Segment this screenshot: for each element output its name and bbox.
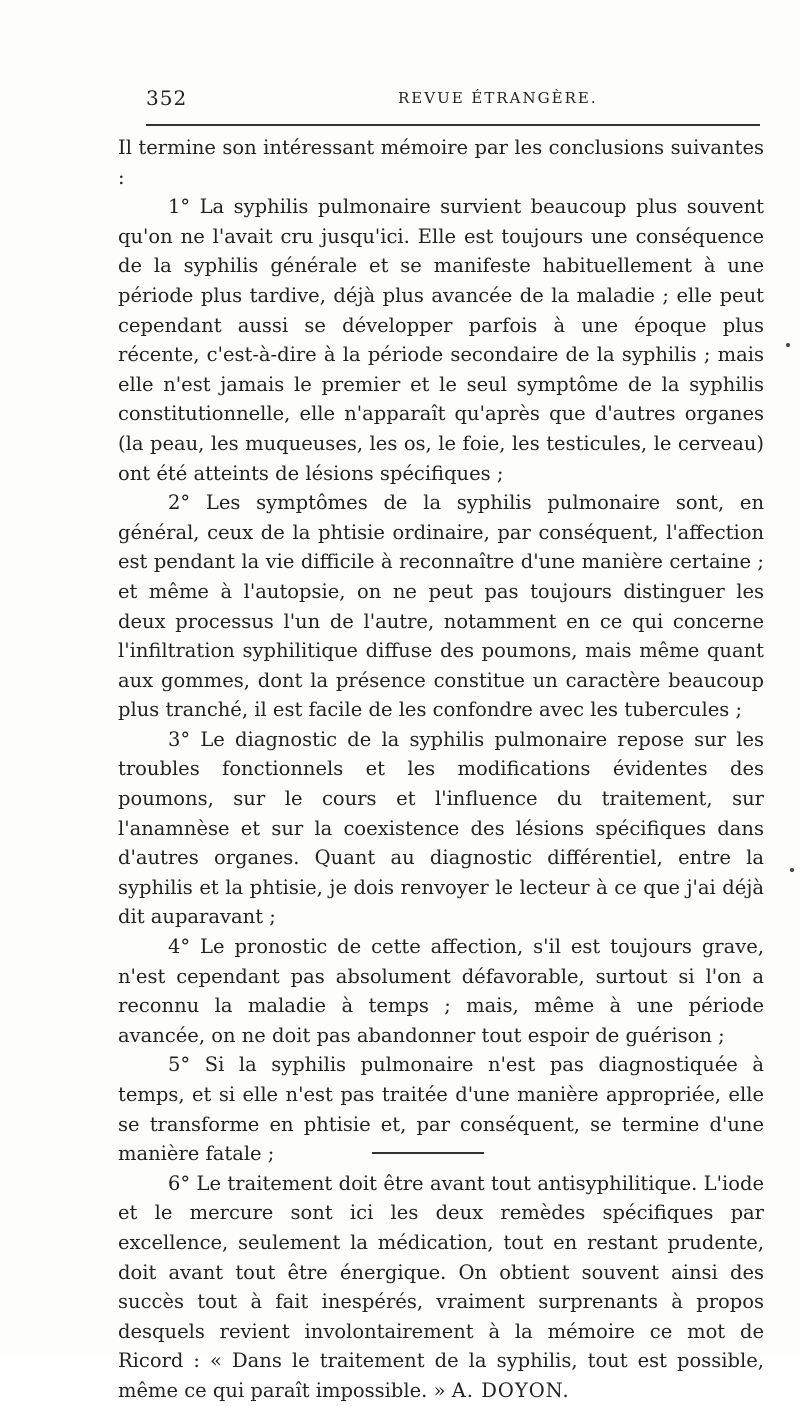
margin-speck xyxy=(790,868,794,872)
body-text xyxy=(118,133,764,1406)
paragraph-intro: Il termine son intéressant mémoire par les conclusions suivantes : xyxy=(118,136,764,189)
margin-speck xyxy=(786,343,790,347)
author-signature: A. DOYON. xyxy=(451,1378,570,1402)
paragraph-conclusion-3: 3° Le diagnostic de la syphilis pulmonaire repose sur les troubles fonctionnels et les modifications évidentes des poumons, sur le cours et l'influence du traitement, sur l'anamnèse et sur la coexistence des lésions spécifiques dans d'autres organes. Quant au diagnostic différentiel, entre la syphilis et la phtisie, je dois renvoyer le lecteur à ce que j'ai déjà dit auparavant ; xyxy=(118,727,764,929)
page-number: 352 xyxy=(146,86,188,110)
running-title: REVUE ÉTRANGÈRE. xyxy=(398,89,598,107)
paragraph-conclusion-5: 5° Si la syphilis pulmonaire n'est pas diagnostiquée à temps, et si elle n'est pas traitée d'une manière appropriée, elle se transforme en phtisie et, par conséquent, se termine d'une manière fatale ; xyxy=(118,1053,764,1166)
page-header xyxy=(146,86,758,112)
paragraph-conclusion-6 xyxy=(118,1169,764,1406)
paragraph-conclusion-6-text: 6° Le traitement doit être avant tout antisyphilitique. L'iode et le mercure sont ici les deux remèdes spécifiques par excellence, seulement la médication, tout en restant prudente, doit avant tout être énergique. On obtient souvent ainsi des succès tout à fait inespérés, vraiment surprenants à propos desquels revient involontairement à la mémoire ce mot de Ricord : « Dans le traitement de la syphilis, tout est possible, même ce qui paraît impossible. » xyxy=(118,1171,764,1402)
paragraph-conclusion-4: 4° Le pronostic de cette affection, s'il est toujours grave, n'est cependant pas absolument défavorable, surtout si l'on a reconnu la maladie à temps ; mais, même à une période avancée, on ne doit pas abandonner tout espoir de guérison ; xyxy=(118,935,764,1047)
paragraph-conclusion-2: 2° Les symptômes de la syphilis pulmonaire sont, en général, ceux de la phtisie ordinaire, par conséquent, l'affection est pendant la vie difficile à reconnaître d'une manière certaine ; et même à l'autopsie, on ne peut pas toujours distinguer les deux processus l'un de l'autre, notamment en ce qui concerne l'infiltration syphilitique diffuse des poumons, mais même quant aux gommes, dont la présence constitue un caractère beaucoup plus tranché, il est facile de les confondre avec les tubercules ; xyxy=(118,491,764,722)
end-rule xyxy=(372,1152,484,1154)
header-rule xyxy=(146,124,760,126)
paragraph-conclusion-1: 1° La syphilis pulmonaire survient beaucoup plus souvent qu'on ne l'avait cru jusqu'ici. Elle est toujours une conséquence de la syphilis générale et se manifeste habituellement à une période plus tardive, déjà plus avancée de la maladie ; elle peut cependant aussi se développer parfois à une époque plus récente, c'est-à-dire à la période secondaire de la syphilis ; mais elle n'est jamais le premier et le seul symptôme de la syphilis constitutionnelle, elle n'apparaît qu'après que d'autres organes (la peau, les muqueuses, les os, le foie, les testicules, le cerveau) ont été atteints de lésions spécifiques ; xyxy=(118,195,764,485)
